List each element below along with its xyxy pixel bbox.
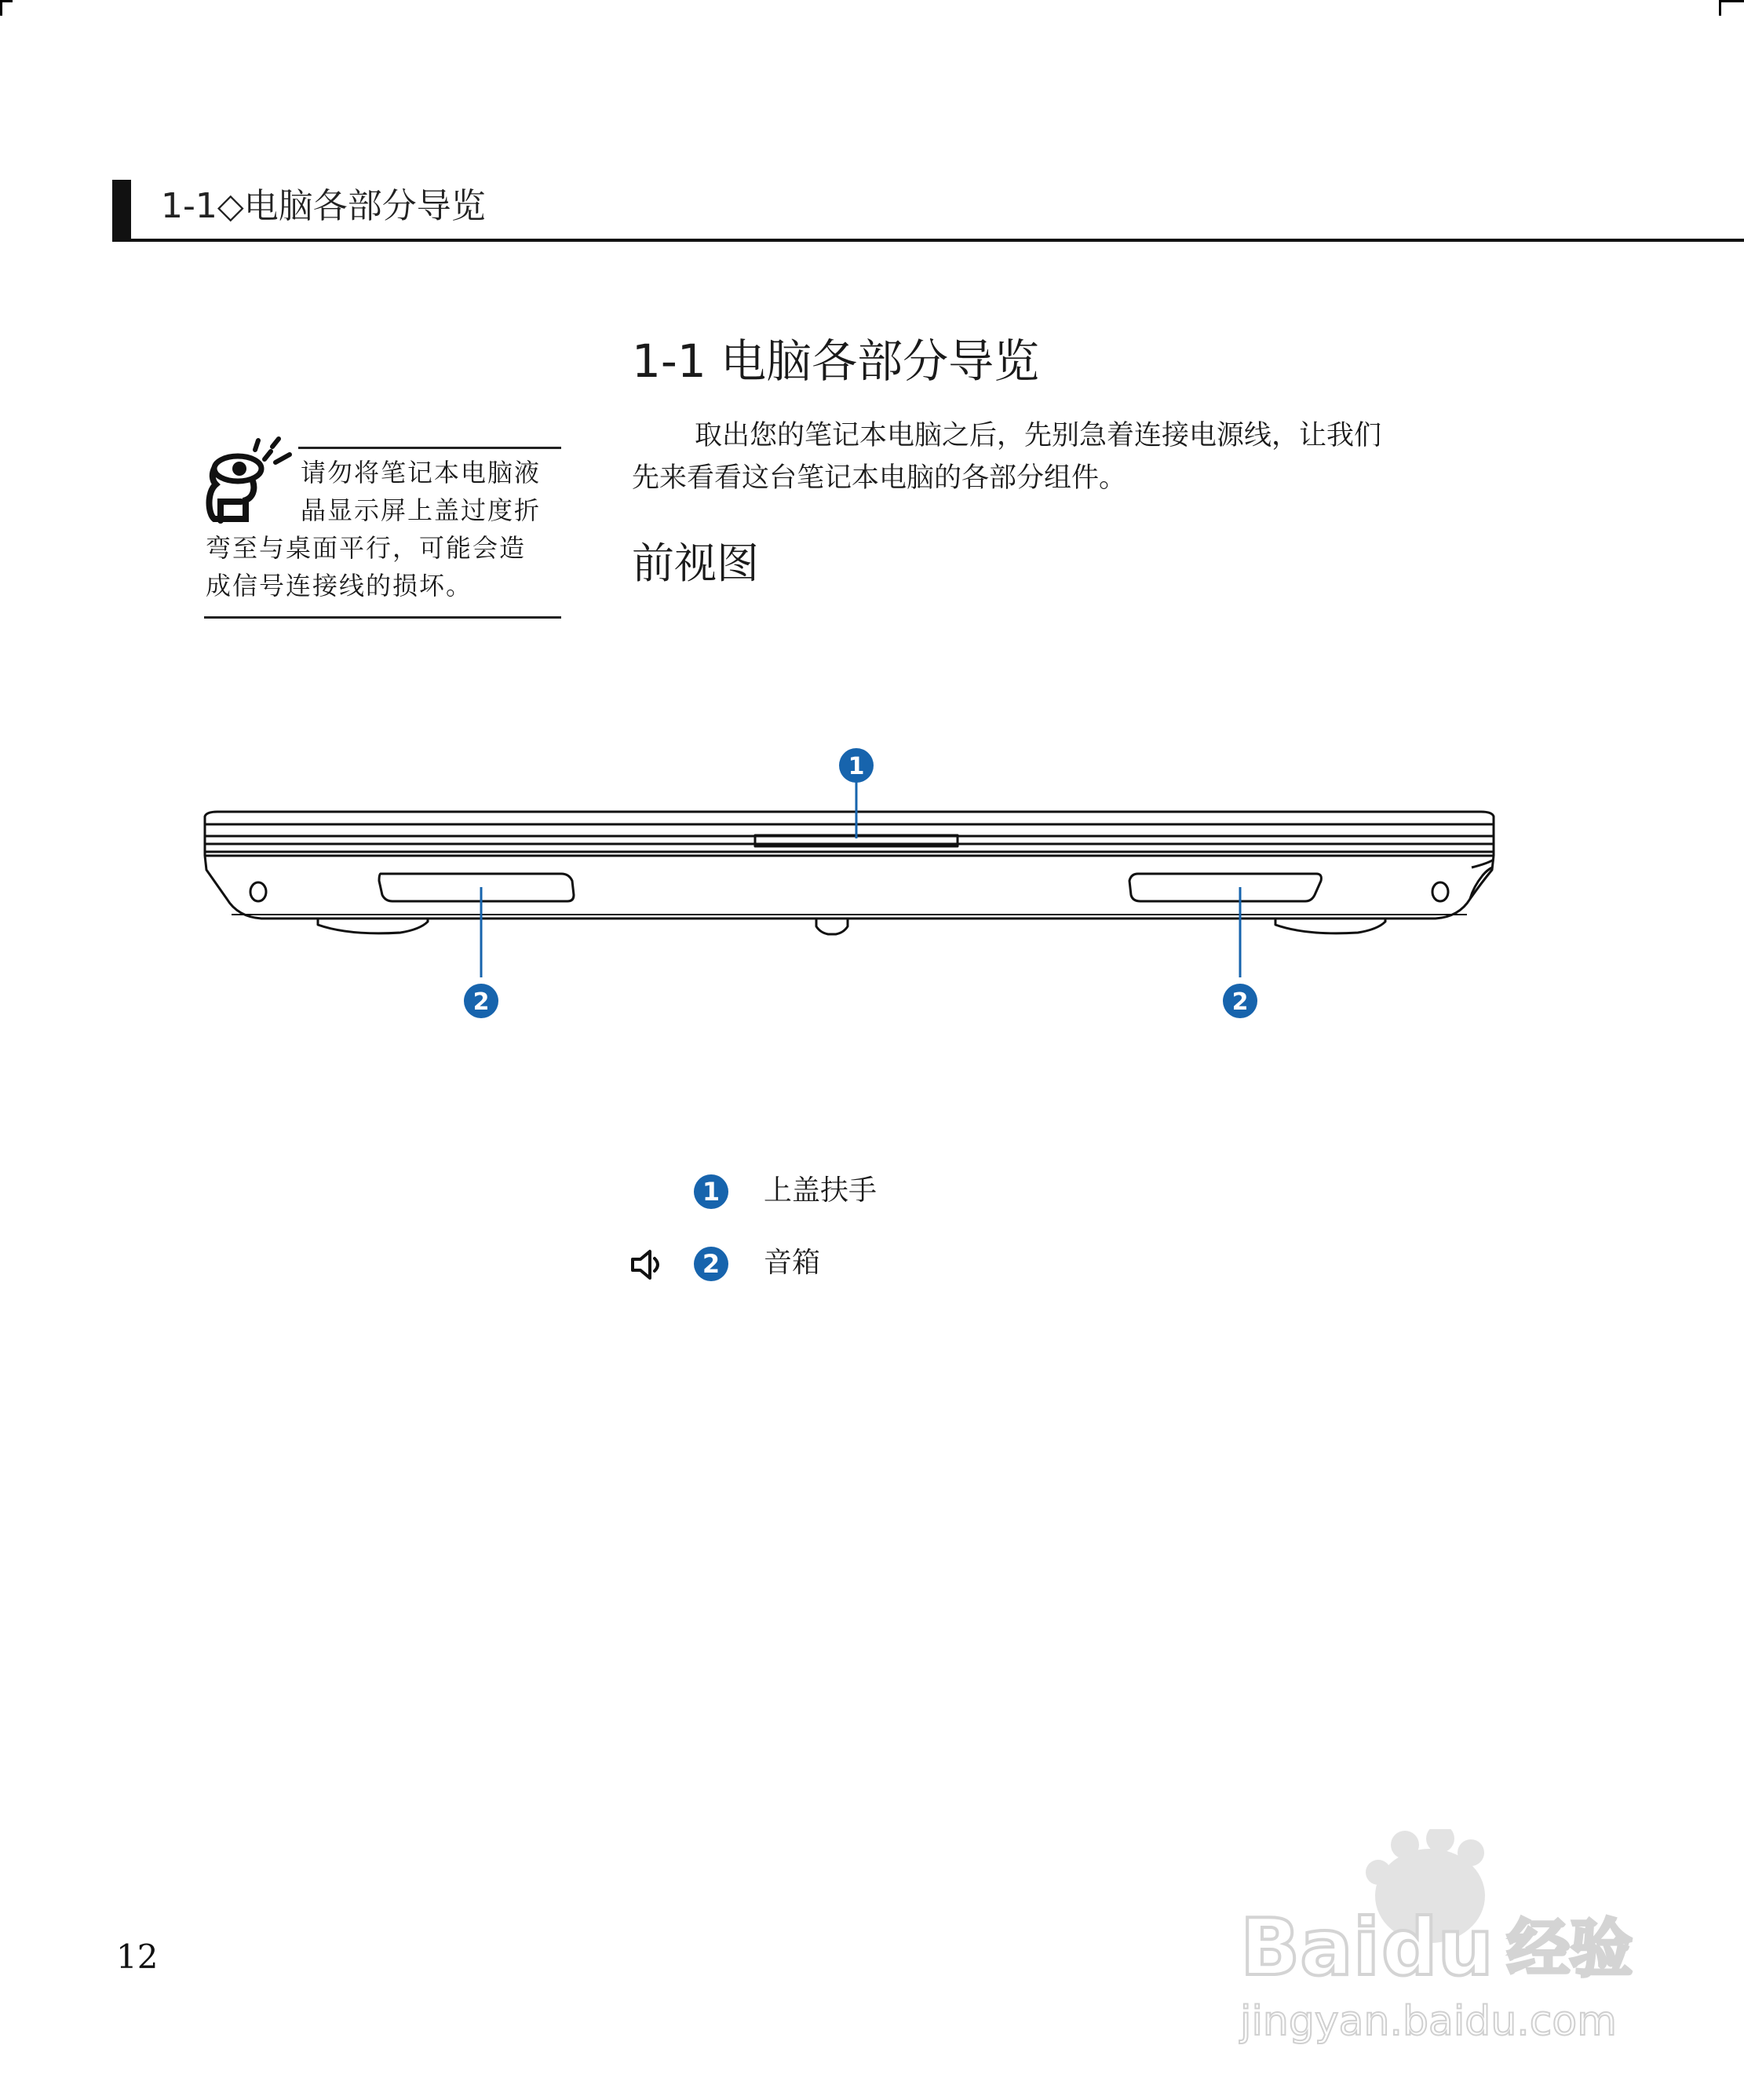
- intro-line-2: 先来看看这台笔记本电脑的各部分组件。: [632, 462, 1127, 494]
- callout-2-left: [464, 984, 498, 1018]
- legend-1-label: 上盖扶手: [764, 1174, 877, 1207]
- svg-text:Bai: Bai: [1240, 1901, 1380, 1993]
- foot-left: [318, 919, 428, 933]
- foot-right: [1275, 919, 1385, 933]
- svg-text:du: du: [1381, 1901, 1494, 1993]
- callout-1: [839, 748, 874, 783]
- note-rule-top: [298, 447, 561, 449]
- speaker-grille-left: [379, 874, 574, 901]
- section-title: 1-1 电脑各部分导览: [632, 334, 1040, 388]
- note-line-3: 弯至与桌面平行，可能会造: [206, 533, 527, 563]
- eye-caution-icon: [200, 436, 294, 526]
- foot-center: [816, 919, 848, 934]
- intro-paragraph: [632, 415, 1534, 499]
- header-rule: [112, 239, 1744, 242]
- note-line-4: 成信号连接线的损坏。: [206, 571, 473, 601]
- subsection-title: 前视图: [632, 539, 759, 588]
- lid-outline: [205, 812, 1494, 824]
- note-rule-bottom: [204, 616, 561, 619]
- crop-mark-top-left-h: [0, 0, 13, 2]
- legend-2-number: 2: [694, 1247, 728, 1281]
- crop-mark-top-right-h: [1719, 0, 1744, 2]
- legend-2-label: 音箱: [764, 1247, 821, 1279]
- note-line-1: 请勿将笔记本电脑液: [301, 458, 542, 488]
- crop-mark-top-right-v: [1719, 0, 1721, 16]
- speaker-grille-right: [1129, 874, 1321, 901]
- callout-2-right-text: 2: [1231, 988, 1249, 1016]
- port-right: [1432, 882, 1448, 901]
- running-title: 1-1◇电脑各部分导览: [161, 186, 486, 226]
- callout-1-text: 1: [848, 753, 865, 780]
- callout-2-left-text: 2: [472, 988, 490, 1016]
- callout-2-right: [1223, 984, 1257, 1018]
- legend-1-number: 1: [694, 1174, 728, 1209]
- svg-text:经验: 经验: [1507, 1912, 1633, 1985]
- svg-text:jingyan.baidu.com: jingyan.baidu.com: [1240, 1998, 1617, 2045]
- baidu-jingyan-watermark: [1224, 1829, 1648, 2065]
- page-number: 12: [116, 1937, 159, 1976]
- intro-line-1: 取出您的笔记本电脑之后，先别急着连接电源线，让我们: [695, 420, 1382, 451]
- base-outline: [205, 856, 1494, 919]
- header-bar: [112, 180, 131, 242]
- laptop-front-view-diagram: [200, 730, 1503, 1028]
- port-left: [250, 882, 266, 901]
- crop-mark-top-left-v: [0, 0, 2, 16]
- speaker-icon: [629, 1248, 669, 1281]
- note-line-2: 晶显示屏上盖过度折: [301, 495, 542, 525]
